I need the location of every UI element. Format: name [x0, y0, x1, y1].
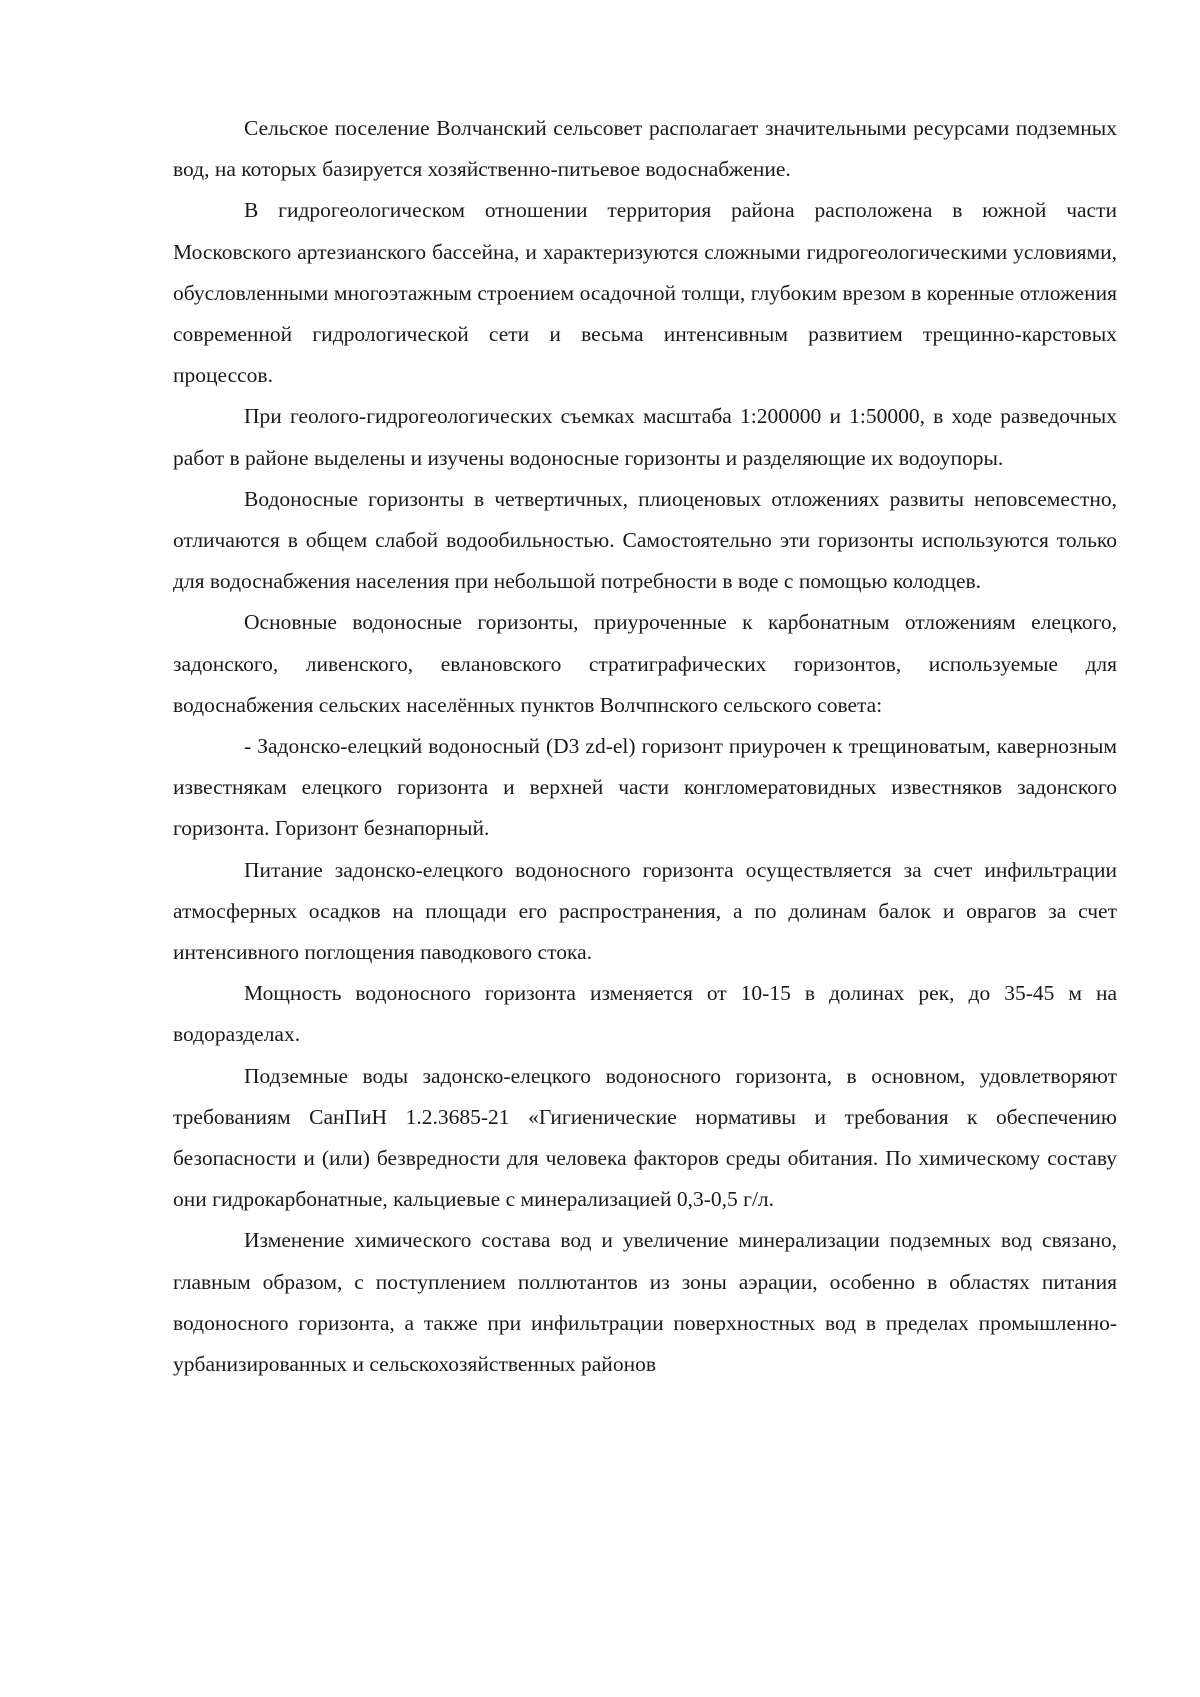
paragraph-main-horizons: Основные водоносные горизонты, приуроченные к карбонатным отложениям елецкого, задонского, ливенского, евлановского стратиграфических горизонтов, используемые для водоснабжения сельских населённых пунктов Волчпнского сельского совета: — [173, 610, 1117, 717]
paragraph-chemical-change: Изменение химического состава вод и увеличение минерализации подземных вод связано, главным образом, с поступлением поллютантов из зоны аэрации, особенно в областях питания водоносного горизонта, а также при инфильтрации поверхностных вод в пределах промышленно-урбанизированных и сельскохозяйственных районов — [173, 1228, 1117, 1377]
paragraph-thickness: Мощность водоносного горизонта изменяется от 10-15 в долинах рек, до 35-45 м на водоразделах. — [173, 981, 1117, 1047]
paragraph-water-quality: Подземные воды задонско-елецкого водоносного горизонта, в основном, удовлетворяют требованиям СанПиН 1.2.3685-21 «Гигиенические нормативы и требования к обеспечению безопасности и (или) безвредности для человека факторов среды обитания. По химическому составу они гидрокарбонатные, кальциевые с минерализацией 0,3-0,5 г/л. — [173, 1063, 1117, 1212]
paragraph-recharge: Питание задонско-елецкого водоносного горизонта осуществляется за счет инфильтрации атмосферных осадков на площади его распространения, а по долинам балок и оврагов за счет интенсивного поглощения паводкового стока. — [173, 857, 1117, 965]
paragraph-zadonsk-yelets-horizon: - Задонско-елецкий водоносный (D3 zd-el) горизонт приурочен к трещиноватым, кавернозным известнякам елецкого горизонта и верхней части конгломератовидных известняков задонского горизонта. Горизонт безнапорный. — [173, 734, 1117, 841]
paragraph-hydrogeology: В гидрогеологическом отношении территория района расположена в южной части Московского артезианского бассейна, и характеризуются сложными гидрогеологическими условиями, обусловленными многоэтажным строением осадочной толщи, глубоким врезом в коренные отложения современной гидрологической сети и весьма интенсивным развитием трещинно-карстовых процессов. — [173, 198, 1117, 388]
paragraph-quaternary-horizons: Водоносные горизонты в четвертичных, плиоценовых отложениях развиты неповсеместно, отличаются в общем слабой водообильностью. Самостоятельно эти горизонты используются только для водоснабжения населения при небольшой потребности в воде с помощью колодцев. — [173, 486, 1117, 594]
paragraph-water-resources: Сельское поселение Волчанский сельсовет располагает значительными ресурсами подземных вод, на которых базируется хозяйственно-питьевое водоснабжение. — [173, 116, 1117, 182]
paragraph-surveys: При геолого-гидрогеологических съемках масштаба 1:200000 и 1:50000, в ходе разведочных работ в районе выделены и изучены водоносные горизонты и разделяющие их водоупоры. — [173, 404, 1117, 470]
document-text-body — [173, 108, 1117, 1385]
